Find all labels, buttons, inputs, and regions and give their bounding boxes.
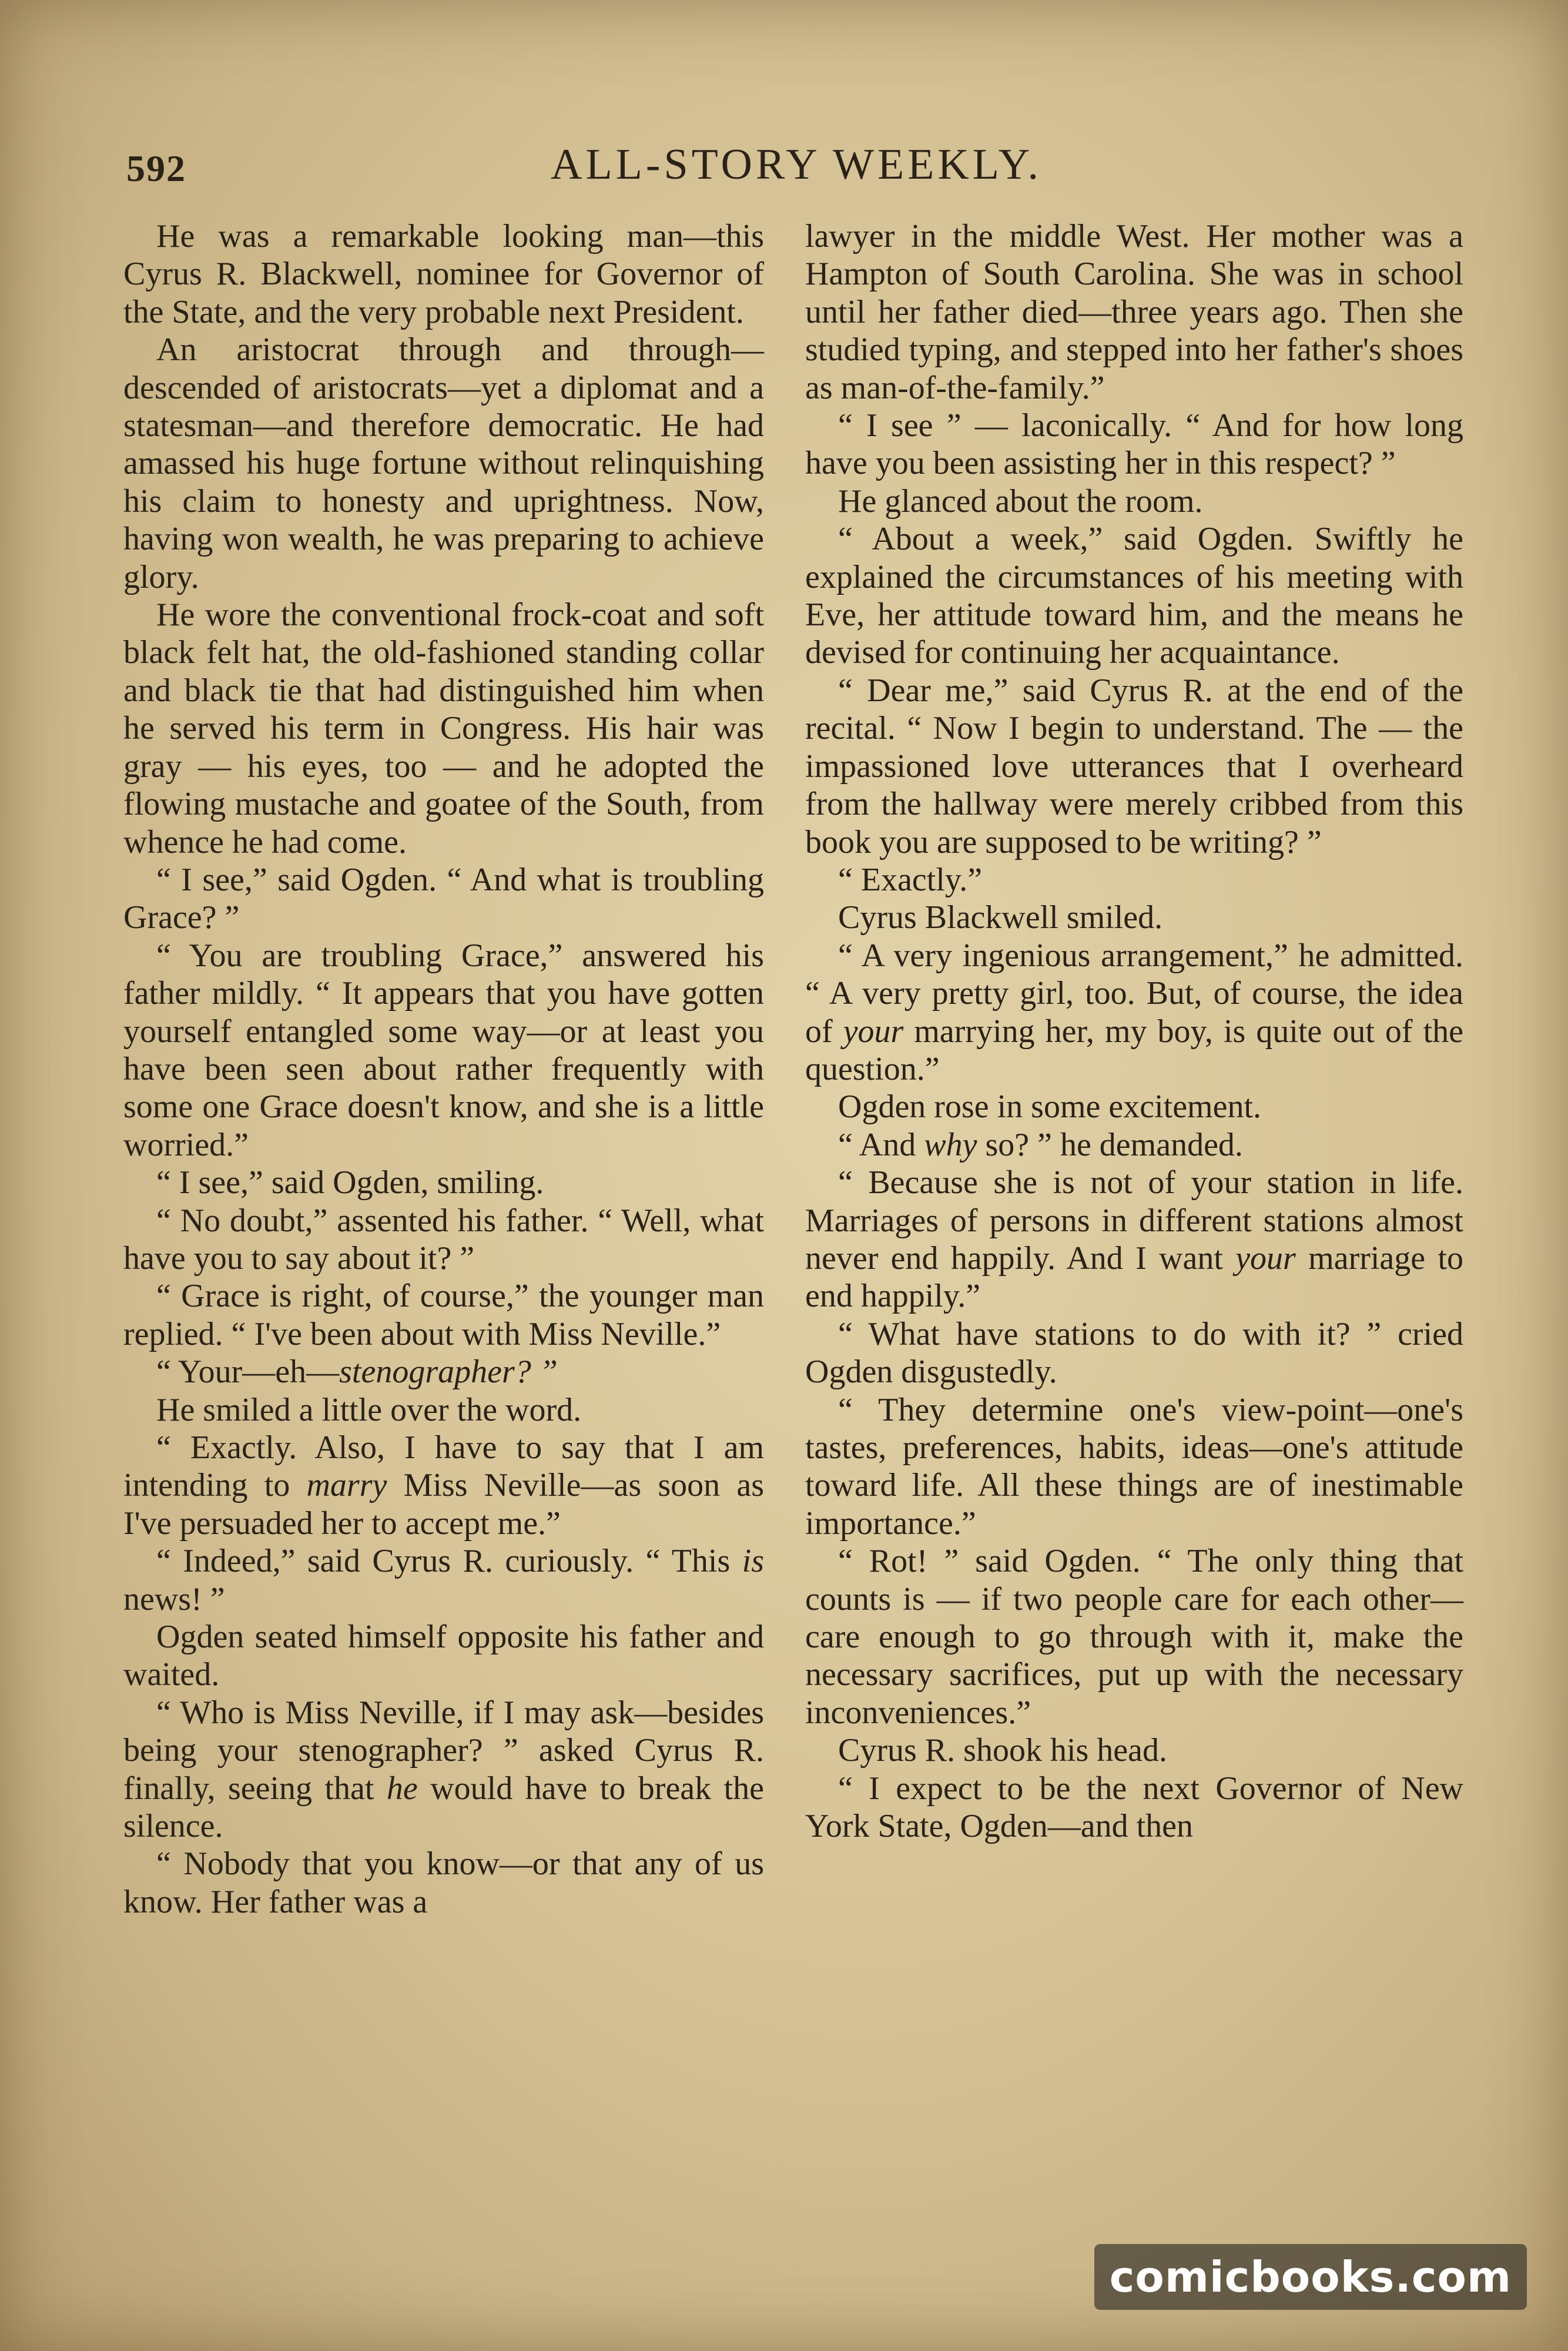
paragraph [805, 937, 1463, 1089]
text-run: news! ” [123, 1580, 225, 1617]
paragraph: lawyer in the middle West. Her mother was a Hampton of South Carolina. She was in school until her father died—three years ago. Then she studied typing, and stepped into her father's shoes as man-of-the-family.” [805, 218, 1463, 406]
paragraph: “ What have stations to do with it? ” cried Ogden disgustedly. [805, 1315, 1463, 1391]
text-column-left [123, 217, 764, 1921]
text-run: marriage to end happily.” [805, 1240, 1463, 1315]
italic-text: is [742, 1543, 764, 1580]
running-title: ALL-STORY WEEKLY. [551, 140, 1042, 189]
text-run: would have to break the silence. [123, 1770, 765, 1845]
paragraph: “ About a week,” said Ogden. Swiftly he explained the circumstances of his meeting with Eve, her attitude toward him, and the means he devised for continuing her acquaintance. [805, 521, 1463, 671]
paragraph: “ You are troubling Grace,” answered his father mildly. “ It appears that you have gotten yourself entangled some way—or at least you have been seen about rather frequently with some one Grace doesn't know, and she is a little worried.” [123, 937, 764, 1163]
text-run: “ Indeed,” said Cyrus R. curiously. “ This [156, 1543, 742, 1580]
paragraph: “ I see,” said Ogden, smiling. [156, 1164, 544, 1201]
paragraph [123, 1542, 764, 1618]
italic-text: your [1235, 1240, 1296, 1277]
text-column-right [805, 217, 1463, 1845]
text-run: “ Your—eh— [156, 1354, 340, 1391]
paragraph: “ I see,” said Ogden. “ And what is troubling Grace? ” [123, 861, 764, 936]
text-run: “ A very ingenious arrangement,” he admitted. “ A very pretty girl, too. But, of course, the idea of [805, 937, 1463, 1050]
paragraph: Cyrus Blackwell smiled. [838, 899, 1163, 936]
text-run: “ Who is Miss Neville, if I may ask—besides being your stenographer? ” asked Cyrus R. finally, seeing that [123, 1694, 764, 1807]
paragraph: He smiled a little over the word. [156, 1391, 582, 1428]
paragraph [123, 1694, 764, 1846]
text-run: so? ” he demanded. [977, 1126, 1243, 1163]
text-run: “ And [838, 1126, 924, 1163]
italic-text: marry [306, 1467, 387, 1504]
page-number: 592 [126, 148, 186, 189]
paragraph: Cyrus R. shook his head. [838, 1732, 1167, 1769]
paragraph: He was a remarkable looking man—this Cyrus R. Blackwell, nominee for Governor of the State, and the very probable next President. [123, 218, 764, 330]
paragraph: He wore the conventional frock-coat and soft black felt hat, the old-fashioned standing collar and black tie that had distinguished him when he served his term in Congress. His hair was gray — his eyes, too — and he adopted the flowing mustache and goatee of the South, from whence he had come. [123, 597, 764, 860]
paragraph: “ Exactly.” [838, 861, 983, 898]
paragraph: “ I see ” — laconically. “ And for how long have you been assisting her in this respect? ” [805, 407, 1463, 482]
paragraph: “ Grace is right, of course,” the younger man replied. “ I've been about with Miss Neville.” [123, 1278, 764, 1352]
paragraph: “ I expect to be the next Governor of New York State, Ogden—and then [805, 1770, 1463, 1845]
italic-text: he [386, 1770, 418, 1807]
paragraph: Ogden seated himself opposite his father and waited. [123, 1619, 764, 1693]
paragraph: Ogden rose in some excitement. [838, 1089, 1262, 1126]
text-run: “ Exactly. Also, I have to say that I am intending to [123, 1429, 764, 1504]
page-header [120, 134, 1472, 199]
paragraph: “ They determine one's view-point—one's tastes, preferences, habits, ideas—one's attitude toward life. All these things are of inestimable importance.” [805, 1391, 1463, 1542]
paragraph: “ Rot! ” said Ogden. “ The only thing that counts is — if two people care for each other—care enough to go through with it, make the necessary sacrifices, put up with the necessary inconveniences.” [805, 1543, 1463, 1731]
paragraph: He glanced about the room. [838, 483, 1203, 520]
paragraph [123, 1353, 764, 1391]
italic-text: stenographer? ” [339, 1354, 558, 1391]
paragraph [805, 1126, 1463, 1164]
paragraph: “ Dear me,” said Cyrus R. at the end of the recital. “ Now I begin to understand. The — the impassioned love utterances that I overheard from the hallway were merely cribbed from this book you are supposed to be writing? ” [805, 672, 1463, 860]
italic-text: your [843, 1013, 904, 1050]
text-run: marrying her, my boy, is quite out of the question.” [805, 1013, 1463, 1087]
paragraph [123, 1429, 764, 1542]
watermark: comicbooks.com [1094, 2244, 1527, 2310]
text-run: “ Because she is not of your station in life. Marriages of persons in different stations almost never end happily. And I want [805, 1164, 1463, 1277]
paragraph [805, 1164, 1463, 1315]
paragraph: An aristocrat through and through—descended of aristocrats—yet a diplomat and a statesman—and therefore democratic. He had amassed his huge fortune without relinquishing his claim to honesty and uprightness. Now, having won wealth, he was preparing to achieve glory. [123, 331, 764, 595]
italic-text: why [924, 1126, 977, 1163]
paragraph: “ No doubt,” assented his father. “ Well, what have you to say about it? ” [123, 1202, 764, 1277]
paragraph: “ Nobody that you know—or that any of us know. Her father was a [123, 1846, 764, 1920]
text-run: Miss Neville—as soon as I've persuaded her to accept me.” [123, 1467, 765, 1542]
